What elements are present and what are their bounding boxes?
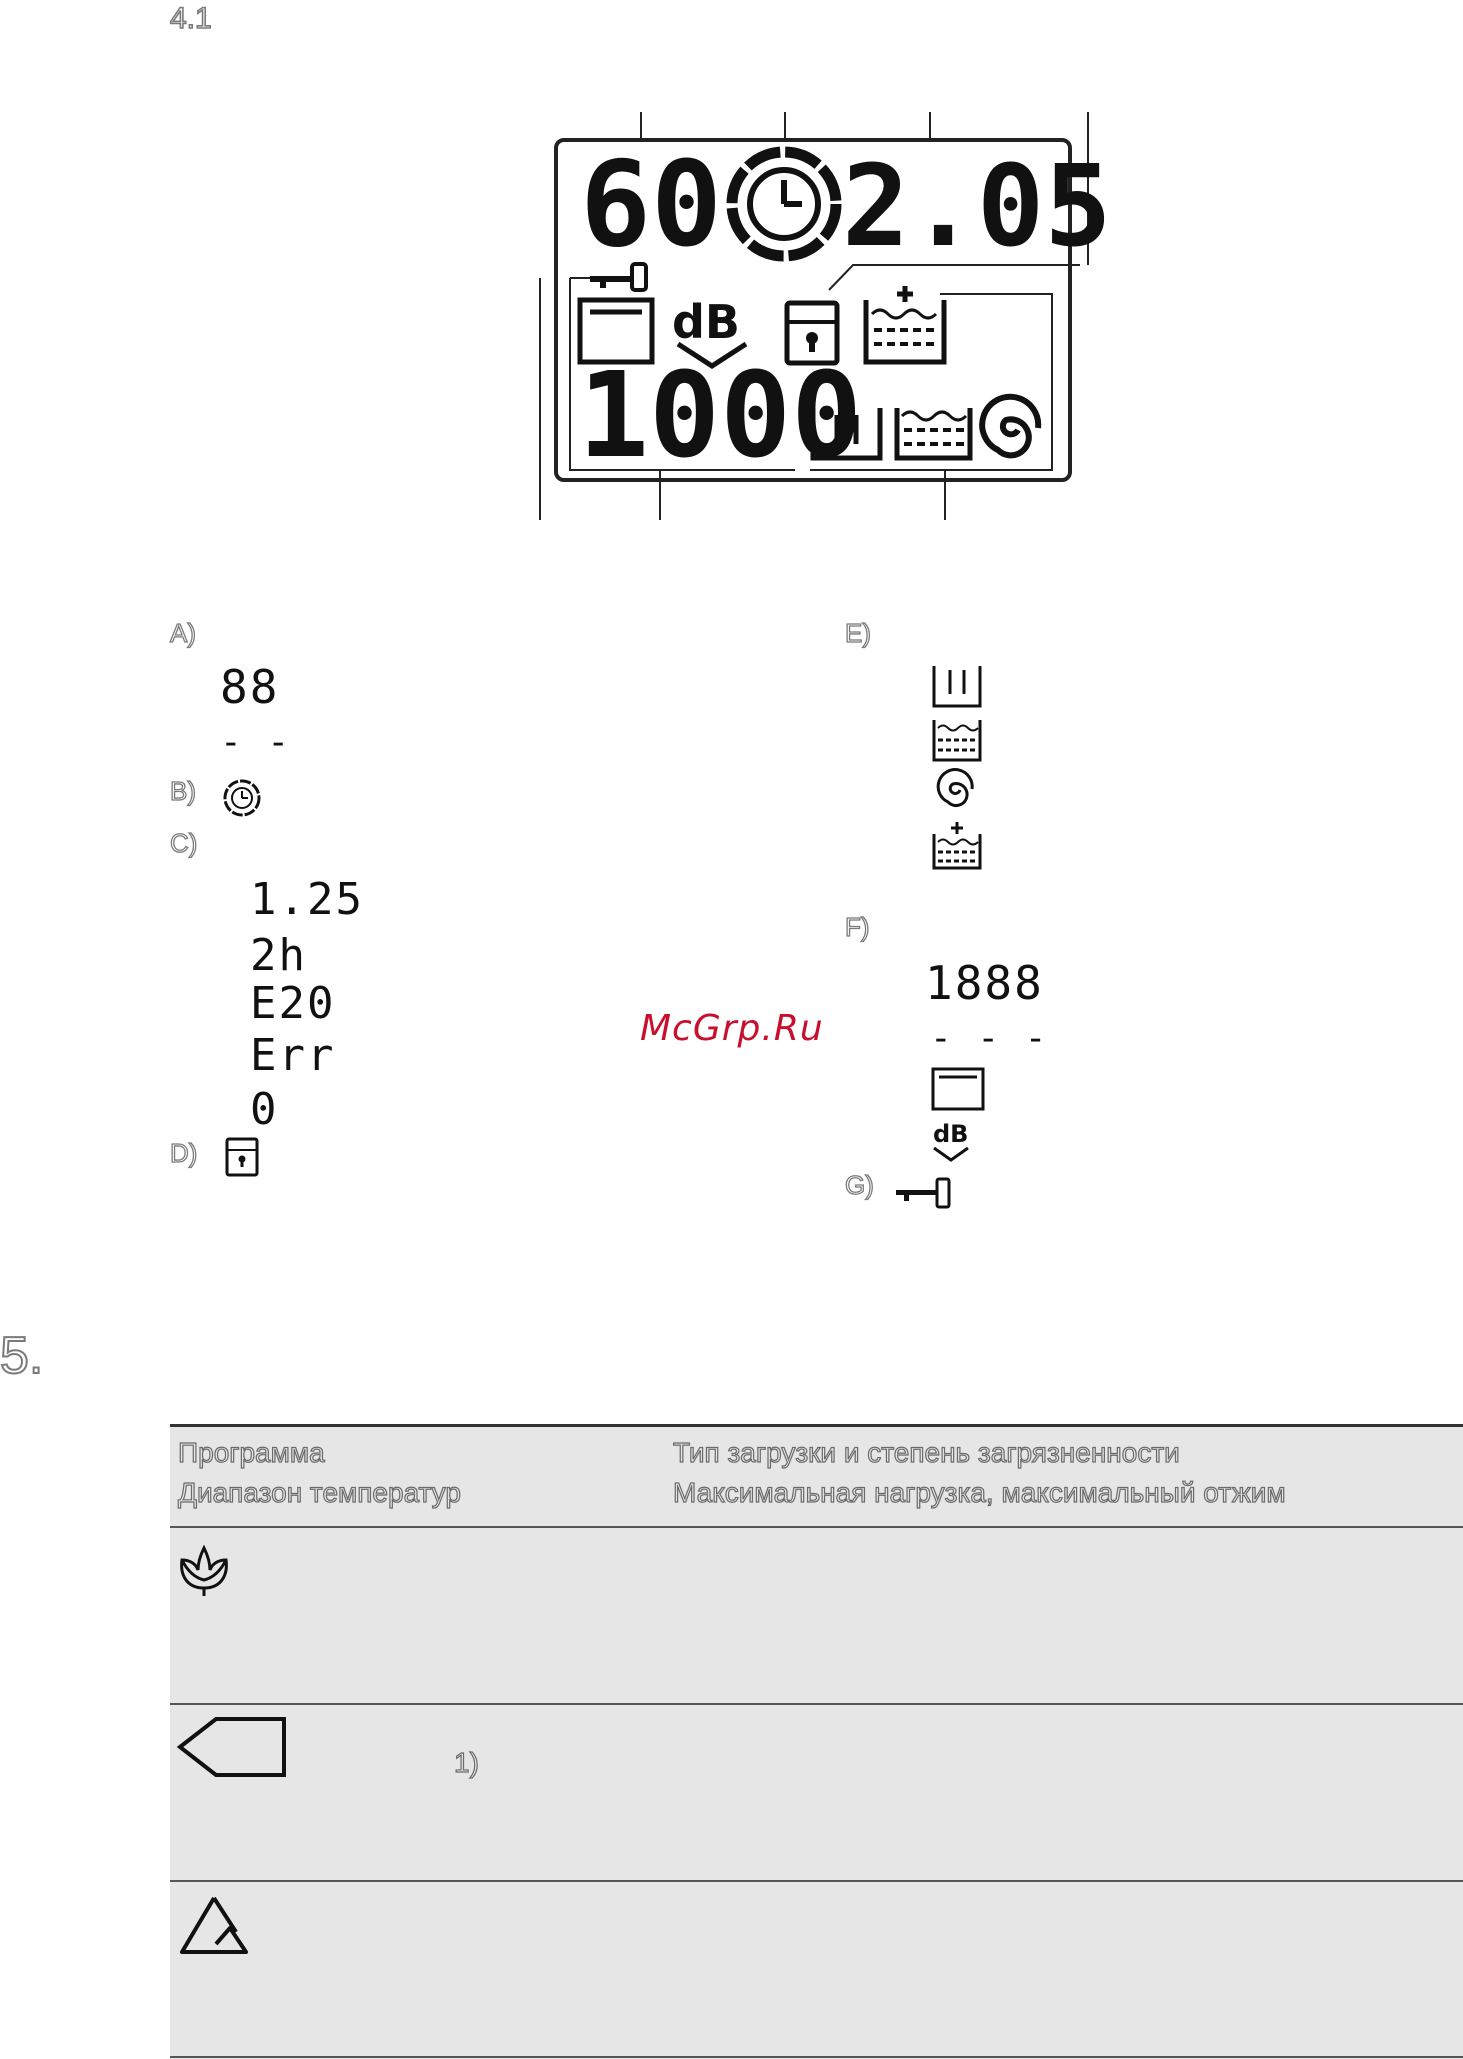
extra-rinse-icon [866, 286, 944, 362]
legend-d-door-lock-icon [224, 1136, 260, 1178]
table-row [170, 1705, 1463, 1879]
legend-f-dashes: - - - [930, 1018, 1049, 1059]
legend-e-extra-rinse-icon [934, 822, 980, 868]
table-row [170, 1528, 1463, 1702]
legend-label-a: A) [170, 618, 196, 648]
legend-a-dashes: - - [220, 722, 292, 763]
legend-f-prewash-tray-icon [930, 1066, 986, 1114]
program-table [170, 1424, 1463, 2059]
legend-c-error-code: E20 [250, 978, 336, 1029]
tag-icon [176, 1715, 290, 1781]
db-silent-icon: dB [672, 295, 740, 349]
legend-g-child-lock-key-icon [894, 1176, 954, 1210]
legend-c-hours: 2h [250, 930, 307, 981]
legend-b-clock-icon [222, 778, 262, 818]
legend-label-g: G) [845, 1170, 874, 1200]
table-header-program: Программа [178, 1437, 325, 1468]
display-time: 2.05 [842, 142, 1112, 272]
legend-label-f: F) [845, 912, 870, 942]
table-header-max-load: Максимальная нагрузка, максимальный отжим [673, 1477, 1286, 1508]
table-header-temperature-range: Диапазон температур [178, 1477, 461, 1508]
delay-clock-icon [732, 152, 836, 256]
display-spin-speed: 1000 [578, 346, 863, 484]
display-panel-illustration [540, 100, 1112, 530]
legend-e-rinse-icon [934, 720, 980, 760]
watermark: McGrp.Ru [640, 1008, 824, 1049]
legend-label-c: C) [170, 828, 198, 858]
legend-e-spin-icon [938, 770, 972, 806]
section-title-5: 5. [0, 1327, 44, 1385]
legend-label-b: B) [170, 776, 196, 806]
spin-phase-icon [982, 397, 1038, 456]
display-temperature: 60 [580, 135, 723, 273]
legend-e-phase-icons [930, 662, 986, 872]
legend-c-time-digits: 1.25 [250, 874, 364, 925]
legend-e-wash-icon [934, 666, 980, 706]
legend-c-zero: 0 [250, 1084, 279, 1135]
table-header-load-type: Тип загрузки и степень загрязненности [673, 1437, 1180, 1468]
legend-label-d: D) [170, 1138, 198, 1168]
cotton-icon [176, 1544, 232, 1604]
synthetics-triangle-icon [176, 1892, 252, 1958]
legend-a-temp-digits: 88 [220, 660, 280, 714]
svg-text:dB: dB [933, 1120, 969, 1148]
rinse-phase-icon [897, 408, 970, 458]
legend-f-spin-digits: 1888 [925, 956, 1044, 1010]
legend-c-err-text: Err [250, 1030, 336, 1081]
section-title-4-1: 4.1 [170, 2, 212, 35]
legend-f-db-icon [928, 1118, 978, 1164]
legend-label-e: E) [845, 618, 871, 648]
table-row [170, 1882, 1463, 2056]
table-row-footnote: 1) [454, 1747, 479, 1778]
